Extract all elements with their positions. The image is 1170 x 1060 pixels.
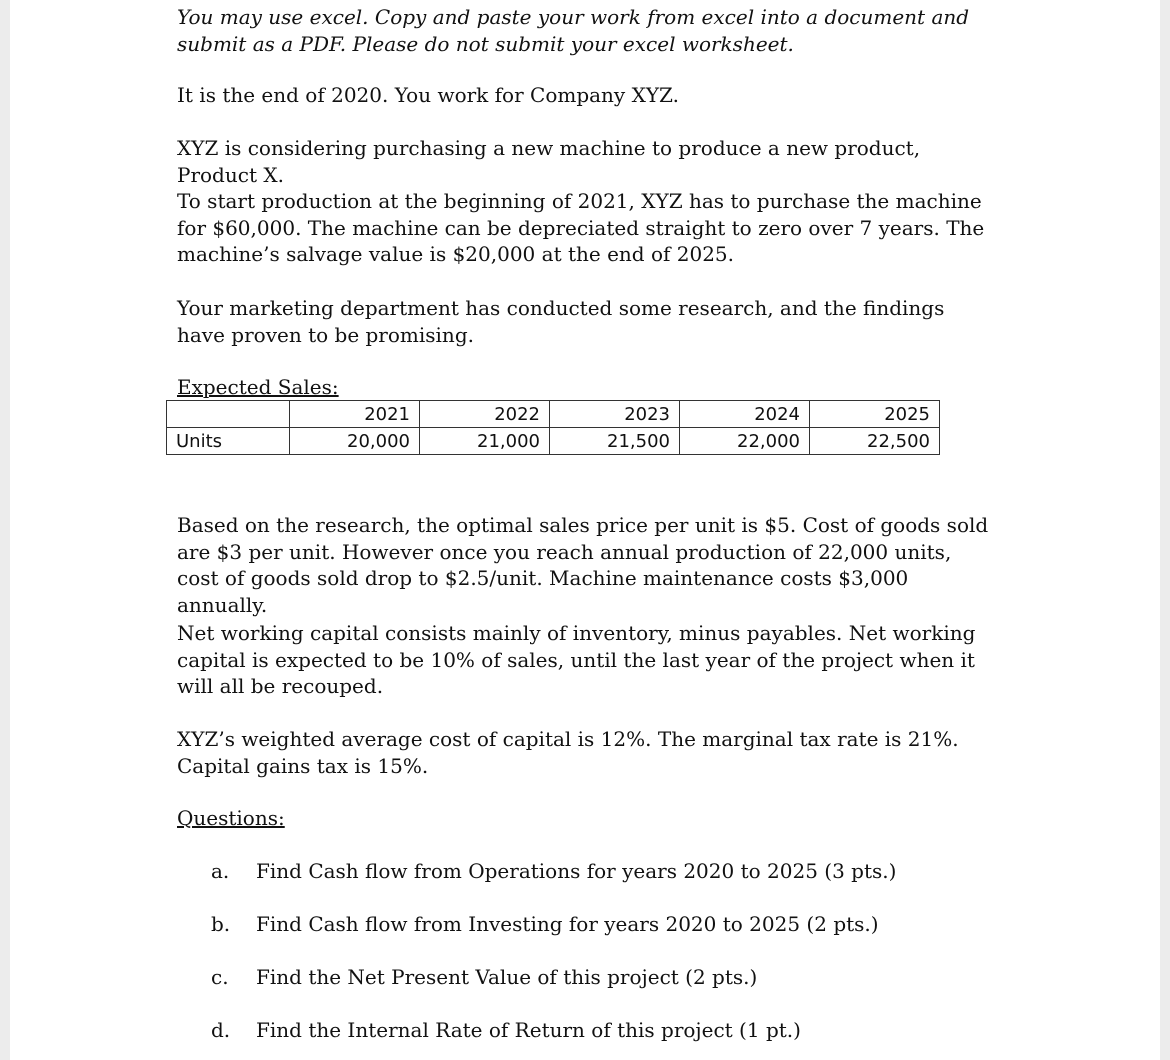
question-letter: d. [211,1018,231,1042]
table-corner-cell [167,401,290,428]
units-cell: 22,500 [810,428,940,455]
paragraph-cost-of-capital: XYZ’s weighted average cost of capital is 12%. The marginal tax rate is 21%. Capital gains tax is 15%. [177,727,959,778]
year-cell: 2021 [290,401,420,428]
paragraph-marketing: Your marketing department has conducted some research, and the findings have proven to be promising. [177,296,945,347]
table-header-row [167,401,940,428]
list-item [211,1017,801,1043]
questions-heading: Questions: [177,806,285,830]
question-text: Find Cash flow from Operations for years 2020 to 2025 (3 pts.) [256,859,897,883]
units-cell: 22,000 [680,428,810,455]
question-text: Find the Internal Rate of Return of this project (1 pt.) [256,1018,801,1042]
year-cell: 2025 [810,401,940,428]
year-cell: 2023 [550,401,680,428]
table-row [167,428,940,455]
paragraph-working-capital: Net working capital consists mainly of inventory, minus payables. Net working capital is expected to be 10% of sales, until the last year of the project when it will all be recouped. [177,621,976,698]
paragraph-pricing: Based on the research, the optimal sales price per unit is $5. Cost of goods sold are $3 per unit. However once you reach annual production of 22,000 units, cost of goods sold drop to $2.5/unit. Machine maintenance costs $3,000 annually. [177,513,989,617]
expected-sales-table [166,400,940,455]
list-item [211,858,896,884]
units-label-cell: Units [167,428,290,455]
list-item [211,911,879,937]
paragraph-machine: To start production at the beginning of 2021, XYZ has to purchase the machine for $60,000. The machine can be depreciated straight to zero over 7 years. The machine’s salvage value is $20,000 at the end of 2025. [177,189,985,266]
question-text: Find the Net Present Value of this project (2 pts.) [256,965,758,989]
question-letter: c. [211,965,229,989]
units-cell: 21,500 [550,428,680,455]
year-cell: 2022 [420,401,550,428]
paragraph-product: XYZ is considering purchasing a new machine to produce a new product, Product X. [177,136,921,187]
paragraph-context: It is the end of 2020. You work for Company XYZ. [177,83,679,107]
units-cell: 21,000 [420,428,550,455]
year-cell: 2024 [680,401,810,428]
list-item [211,964,757,990]
units-cell: 20,000 [290,428,420,455]
question-text: Find Cash flow from Investing for years 2020 to 2025 (2 pts.) [256,912,879,936]
expected-sales-heading: Expected Sales: [177,375,339,399]
question-letter: a. [211,859,230,883]
intro-instructions: You may use excel. Copy and paste your work from excel into a document and submit as a PDF. Please do not submit your excel worksheet. [177,5,970,56]
question-letter: b. [211,912,231,936]
document-page [10,0,1160,1060]
